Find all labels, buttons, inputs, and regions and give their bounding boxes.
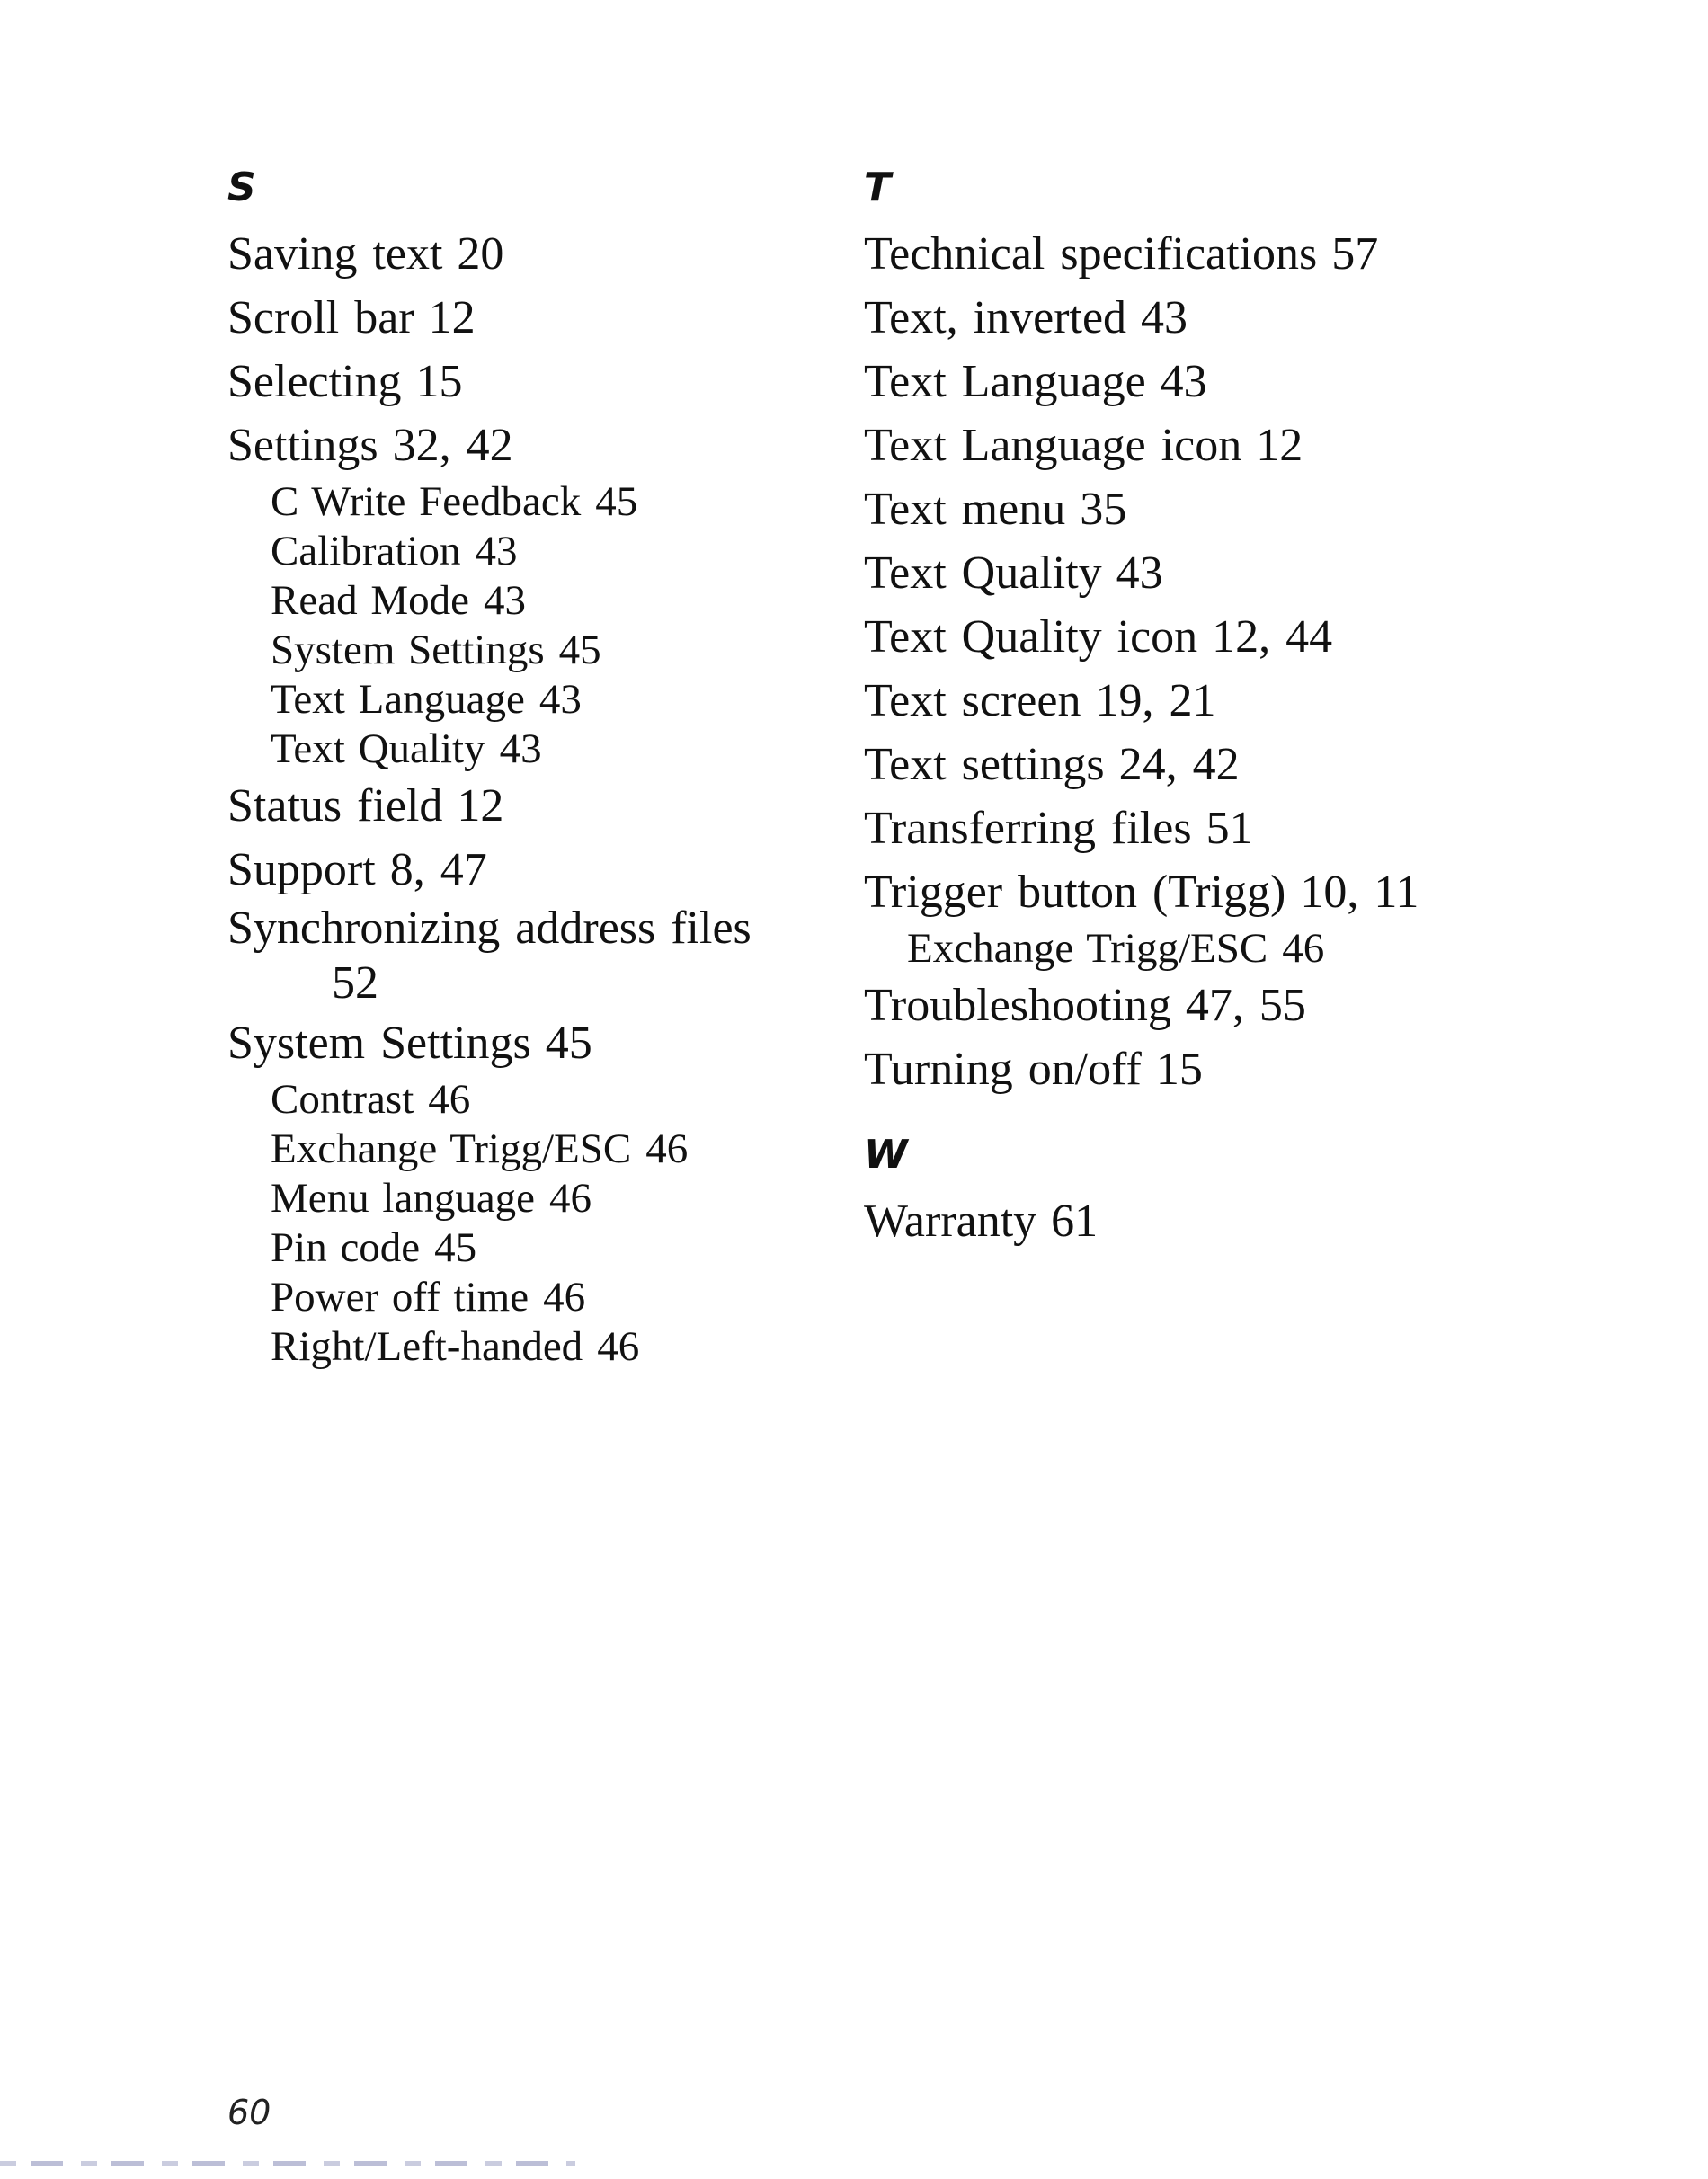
index-entry-transferring-files [864,796,1493,860]
entry-page-ref: 12, 44 [1212,611,1333,663]
entry-term: Text Quality icon [864,611,1198,663]
entry-term: System Settings [271,627,545,673]
index-subentry-right-left-handed [227,1322,812,1372]
entry-page-ref: 20 [457,228,504,280]
entry-term: System Settings [227,1018,531,1069]
index-entry-line [864,350,1493,414]
index-subentry-system-settings [227,626,812,675]
entry-page-ref: 12 [1256,420,1303,471]
index-entry-line [864,222,1493,286]
page-number: 60 [227,2093,271,2132]
entry-page-ref: 43 [1141,292,1188,343]
entry-page-ref: 24, 42 [1118,739,1240,790]
index-entry-support [227,838,812,902]
entry-page-ref: 46 [549,1175,592,1222]
index-column-right [864,157,1493,1253]
entry-term: Right/Left-handed [271,1323,583,1370]
entry-page-ref: 45 [595,478,638,525]
entry-term: Settings [227,420,378,471]
index-entry-line [864,860,1493,924]
entry-page-ref: 12 [428,292,476,343]
index-entry-status-field [227,774,812,838]
entry-page-ref: 45 [545,1018,592,1069]
index-subentry-text-quality [227,725,812,774]
entry-page-ref: 15 [1155,1044,1203,1095]
index-entry-synchronizing-address-files [227,902,812,1011]
index-entry-line [227,222,812,286]
index-subentry-read-mode [227,576,812,626]
entry-page-ref: 46 [645,1125,689,1172]
entry-term: Technical specifications [864,228,1318,280]
index-entry-turning-on-off [864,1037,1493,1101]
entry-term: Exchange Trigg/ESC [907,925,1268,972]
index-entry-line [864,541,1493,605]
entry-page-ref: 43 [1116,547,1163,599]
index-entry-line [227,1011,812,1075]
scan-artifact [0,2161,575,2166]
index-entry-selecting [227,350,812,414]
entry-term: Exchange Trigg/ESC [271,1125,632,1172]
entry-term: Trigger button (Trigg) [864,867,1286,918]
entry-page-ref: 57 [1331,228,1379,280]
entry-term: Text Language [271,676,525,723]
entry-page-ref: 10, 11 [1300,867,1419,918]
entry-term: Text settings [864,739,1105,790]
entry-page-ref: 45 [558,627,601,673]
index-entry-line [864,286,1493,350]
index-entry-line [864,733,1493,796]
index-subentry-calibration [227,527,812,576]
entry-page-ref: 43 [1160,356,1207,407]
entry-term: Text Quality [864,547,1102,599]
entry-term: Menu language [271,1175,536,1222]
index-entry-saving-text [227,222,812,286]
index-entry-settings [227,414,812,774]
entry-term: Troubleshooting [864,980,1171,1031]
entry-term: Pin code [271,1224,421,1271]
index-column-left [227,157,812,1372]
entry-term: Synchronizing address files [227,903,752,954]
entry-page-ref: 15 [415,356,463,407]
index-entry-text-menu [864,477,1493,541]
entry-page-ref: 8, 47 [389,844,487,895]
index-subentry-contrast [227,1075,812,1125]
index-entry-scroll-bar [227,286,812,350]
entry-page-ref: 35 [1080,484,1127,535]
index-entry-line [227,902,812,956]
index-entry-line [227,414,812,477]
entry-page-ref: 45 [434,1224,477,1271]
entry-page-ref: 47, 55 [1185,980,1306,1031]
index-entry-warranty [864,1189,1493,1253]
section-letter-t: T [864,165,893,210]
entry-page-ref: 32, 42 [392,420,513,471]
index-entry-continuation [227,956,812,1011]
index-entry-text-quality-icon [864,605,1493,669]
index-entry-line [227,286,812,350]
index-entry-text-inverted [864,286,1493,350]
index-entry-text-settings [864,733,1493,796]
index-subentry-text-language [227,675,812,725]
entry-page-ref: 52 [332,957,378,1009]
index-subentry-power-off-time [227,1273,812,1322]
index-entry-line [864,974,1493,1037]
entry-page-ref: 51 [1205,803,1253,854]
entry-page-ref: 12 [457,780,504,832]
entry-term: Status field [227,780,443,832]
entry-page-ref: 43 [499,725,542,772]
index-subentry-exchange-trigg-esc [227,1125,812,1174]
entry-term: Contrast [271,1076,414,1123]
index-subentry-exchange-trigg-esc [864,924,1493,974]
index-entry-text-language-icon [864,414,1493,477]
index-entry-troubleshooting [864,974,1493,1037]
entry-term: Text Language icon [864,420,1242,471]
entry-page-ref: 46 [1282,925,1325,972]
index-entry-line [864,669,1493,733]
entry-term: Scroll bar [227,292,414,343]
index-entry-line [864,1189,1493,1253]
index-entry-line [864,414,1493,477]
index-entry-line [227,350,812,414]
entry-term: Turning on/off [864,1044,1142,1095]
section-letter-s: S [227,165,257,210]
entry-term: Text menu [864,484,1066,535]
section-letter-w: W [864,1132,909,1178]
index-entry-line [864,605,1493,669]
index-entry-technical-specifications [864,222,1493,286]
index-entry-text-screen [864,669,1493,733]
entry-term: Calibration [271,528,461,574]
index-entry-trigger-button-trigg [864,860,1493,974]
index-entry-system-settings [227,1011,812,1372]
entry-term: Selecting [227,356,402,407]
entry-page-ref: 43 [483,577,526,624]
entry-term: C Write Feedback [271,478,582,525]
entry-term: Transferring files [864,803,1192,854]
index-subentry-menu-language [227,1174,812,1223]
index-entry-text-quality [864,541,1493,605]
index-entry-line [864,1037,1493,1101]
entry-term: Power off time [271,1274,529,1321]
index-entry-line [864,477,1493,541]
entry-term: Text Language [864,356,1146,407]
entry-term: Text, inverted [864,292,1127,343]
entry-page-ref: 19, 21 [1095,675,1216,726]
index-entry-line [864,796,1493,860]
entry-term: Text screen [864,675,1081,726]
index-entry-text-language [864,350,1493,414]
index-entry-line [227,838,812,902]
index-subentry-c-write-feedback [227,477,812,527]
entry-page-ref: 46 [428,1076,471,1123]
entry-term: Read Mode [271,577,469,624]
entry-term: Saving text [227,228,443,280]
entry-page-ref: 46 [543,1274,586,1321]
entry-term: Support [227,844,376,895]
entry-page-ref: 46 [597,1323,640,1370]
index-subentry-pin-code [227,1223,812,1273]
entry-term: Text Quality [271,725,485,772]
index-entry-line [227,774,812,838]
entry-page-ref: 43 [475,528,518,574]
entry-term: Warranty [864,1196,1037,1247]
entry-page-ref: 43 [538,676,582,723]
entry-page-ref: 61 [1051,1196,1099,1247]
